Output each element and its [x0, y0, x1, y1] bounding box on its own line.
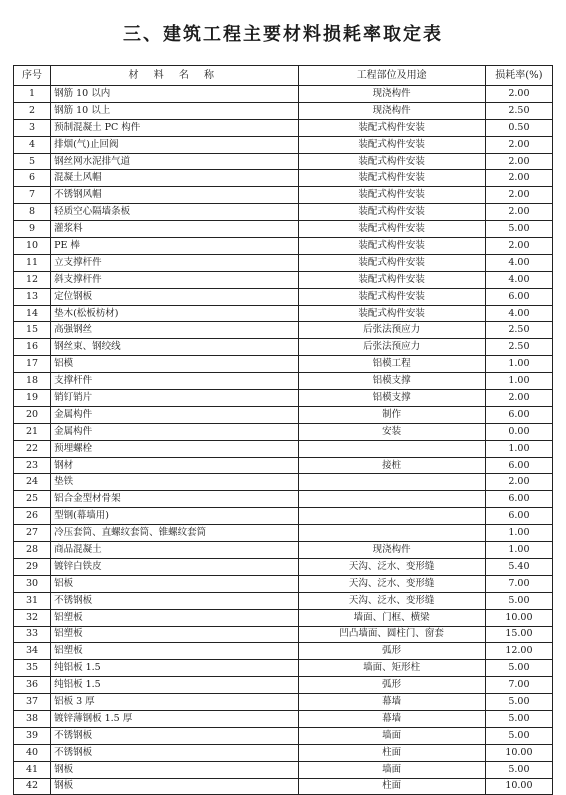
cell-rate: 12.00	[485, 643, 552, 660]
table-row	[14, 119, 553, 136]
header-no: 序号	[14, 66, 51, 86]
table-row	[14, 373, 553, 390]
cell-no: 15	[14, 322, 51, 339]
cell-rate: 2.00	[485, 170, 552, 187]
cell-no: 10	[14, 238, 51, 255]
cell-use: 装配式构件安装	[298, 170, 485, 187]
cell-name: 垫铁	[51, 474, 298, 491]
cell-no: 21	[14, 423, 51, 440]
table-row	[14, 677, 553, 694]
cell-rate: 2.00	[485, 474, 552, 491]
cell-rate: 1.00	[485, 356, 552, 373]
cell-name: 钢材	[51, 457, 298, 474]
cell-use	[298, 440, 485, 457]
cell-use: 现浇构件	[298, 542, 485, 559]
cell-no: 2	[14, 102, 51, 119]
table-row	[14, 609, 553, 626]
cell-no: 27	[14, 525, 51, 542]
cell-rate: 6.00	[485, 491, 552, 508]
cell-rate: 5.00	[485, 727, 552, 744]
cell-no: 36	[14, 677, 51, 694]
cell-use	[298, 525, 485, 542]
cell-use: 装配式构件安装	[298, 119, 485, 136]
cell-use: 装配式构件安装	[298, 187, 485, 204]
cell-no: 18	[14, 373, 51, 390]
cell-rate: 0.00	[485, 423, 552, 440]
cell-rate: 2.00	[485, 136, 552, 153]
cell-name: 冷压套筒、直螺纹套筒、锥螺纹套筒	[51, 525, 298, 542]
cell-no: 20	[14, 406, 51, 423]
cell-name: 商品混凝土	[51, 542, 298, 559]
cell-no: 24	[14, 474, 51, 491]
cell-rate: 1.00	[485, 373, 552, 390]
cell-name: 立支撑杆件	[51, 254, 298, 271]
cell-no: 7	[14, 187, 51, 204]
cell-rate: 2.00	[485, 86, 552, 103]
cell-no: 28	[14, 542, 51, 559]
cell-rate: 6.00	[485, 288, 552, 305]
cell-rate: 6.00	[485, 406, 552, 423]
table-row	[14, 508, 553, 525]
cell-name: 型钢(幕墙用)	[51, 508, 298, 525]
cell-use: 后张法预应力	[298, 322, 485, 339]
cell-rate: 2.00	[485, 204, 552, 221]
cell-name: 混凝土风帽	[51, 170, 298, 187]
cell-use: 现浇构件	[298, 86, 485, 103]
cell-use: 装配式构件安装	[298, 271, 485, 288]
cell-rate: 10.00	[485, 778, 552, 795]
header-rate: 损耗率(%)	[485, 66, 552, 86]
cell-use: 现浇构件	[298, 102, 485, 119]
table-row	[14, 525, 553, 542]
table-row	[14, 727, 553, 744]
cell-name: 预制混凝土 PC 构件	[51, 119, 298, 136]
table-row	[14, 271, 553, 288]
cell-no: 19	[14, 390, 51, 407]
cell-no: 37	[14, 694, 51, 711]
cell-use: 柱面	[298, 778, 485, 795]
cell-no: 32	[14, 609, 51, 626]
cell-use: 装配式构件安装	[298, 221, 485, 238]
table-row	[14, 423, 553, 440]
cell-use: 铝模工程	[298, 356, 485, 373]
table-row	[14, 592, 553, 609]
table-row	[14, 542, 553, 559]
cell-name: 轻质空心隔墙条板	[51, 204, 298, 221]
cell-name: 不锈钢风帽	[51, 187, 298, 204]
cell-rate: 4.00	[485, 271, 552, 288]
cell-rate: 1.00	[485, 440, 552, 457]
cell-use: 装配式构件安装	[298, 288, 485, 305]
cell-no: 9	[14, 221, 51, 238]
cell-use: 柱面	[298, 744, 485, 761]
cell-name: 高强钢丝	[51, 322, 298, 339]
cell-name: 销钉销片	[51, 390, 298, 407]
table-row	[14, 254, 553, 271]
cell-rate: 6.00	[485, 457, 552, 474]
table-row	[14, 102, 553, 119]
cell-name: 金属构件	[51, 406, 298, 423]
cell-use: 天沟、泛水、变形缝	[298, 558, 485, 575]
table-row	[14, 153, 553, 170]
cell-name: 斜支撑杆件	[51, 271, 298, 288]
cell-use: 装配式构件安装	[298, 305, 485, 322]
header-use: 工程部位及用途	[298, 66, 485, 86]
table-row	[14, 221, 553, 238]
cell-no: 4	[14, 136, 51, 153]
table-row	[14, 474, 553, 491]
cell-name: 排烟(气)止回阀	[51, 136, 298, 153]
cell-rate: 2.50	[485, 322, 552, 339]
cell-name: 不锈钢板	[51, 727, 298, 744]
table-row	[14, 322, 553, 339]
cell-no: 26	[14, 508, 51, 525]
cell-name: 钢丝网水泥排气道	[51, 153, 298, 170]
table-row	[14, 390, 553, 407]
cell-rate: 2.00	[485, 153, 552, 170]
table-row	[14, 761, 553, 778]
cell-name: 镀锌白铁皮	[51, 558, 298, 575]
cell-no: 11	[14, 254, 51, 271]
cell-no: 22	[14, 440, 51, 457]
cell-no: 31	[14, 592, 51, 609]
cell-no: 3	[14, 119, 51, 136]
cell-rate: 2.00	[485, 390, 552, 407]
cell-use: 弧形	[298, 677, 485, 694]
cell-use: 装配式构件安装	[298, 153, 485, 170]
cell-name: 不锈钢板	[51, 592, 298, 609]
cell-no: 16	[14, 339, 51, 356]
cell-use: 墙面、矩形柱	[298, 660, 485, 677]
table-row	[14, 744, 553, 761]
cell-no: 25	[14, 491, 51, 508]
table-row	[14, 305, 553, 322]
cell-name: 铝塑板	[51, 643, 298, 660]
table-row	[14, 575, 553, 592]
cell-name: 纯铝板 1.5	[51, 677, 298, 694]
cell-use: 墙面	[298, 727, 485, 744]
cell-rate: 1.00	[485, 542, 552, 559]
table-row	[14, 356, 553, 373]
cell-use	[298, 508, 485, 525]
cell-use: 凹凸墙面、圆柱门、窗套	[298, 626, 485, 643]
cell-rate: 5.00	[485, 221, 552, 238]
cell-no: 1	[14, 86, 51, 103]
cell-name: 铝模	[51, 356, 298, 373]
cell-name: 灌浆料	[51, 221, 298, 238]
cell-no: 38	[14, 710, 51, 727]
cell-rate: 1.00	[485, 525, 552, 542]
table-row	[14, 406, 553, 423]
cell-rate: 0.50	[485, 119, 552, 136]
cell-rate: 7.00	[485, 677, 552, 694]
cell-name: 铝塑板	[51, 626, 298, 643]
cell-no: 14	[14, 305, 51, 322]
cell-no: 40	[14, 744, 51, 761]
cell-rate: 4.00	[485, 254, 552, 271]
cell-use: 接桩	[298, 457, 485, 474]
header-name: 材 料 名 称	[51, 66, 298, 86]
cell-rate: 2.00	[485, 187, 552, 204]
cell-name: 钢丝束、钢绞线	[51, 339, 298, 356]
cell-rate: 5.00	[485, 694, 552, 711]
cell-use: 天沟、泛水、变形缝	[298, 575, 485, 592]
cell-no: 17	[14, 356, 51, 373]
cell-use: 幕墙	[298, 694, 485, 711]
cell-no: 29	[14, 558, 51, 575]
cell-name: 垫木(松板枋材)	[51, 305, 298, 322]
table-row	[14, 339, 553, 356]
table-header-row	[14, 66, 553, 86]
cell-use: 弧形	[298, 643, 485, 660]
cell-name: 支撑杆件	[51, 373, 298, 390]
cell-name: 预埋螺栓	[51, 440, 298, 457]
table-row	[14, 491, 553, 508]
table-row	[14, 694, 553, 711]
table-row	[14, 136, 553, 153]
cell-rate: 4.00	[485, 305, 552, 322]
cell-rate: 5.00	[485, 761, 552, 778]
cell-use: 装配式构件安装	[298, 136, 485, 153]
cell-name: 钢板	[51, 778, 298, 795]
cell-name: 铝合金型材骨架	[51, 491, 298, 508]
cell-use: 安装	[298, 423, 485, 440]
cell-no: 34	[14, 643, 51, 660]
table-row	[14, 778, 553, 795]
table-row	[14, 187, 553, 204]
cell-no: 41	[14, 761, 51, 778]
cell-rate: 10.00	[485, 744, 552, 761]
cell-rate: 5.00	[485, 592, 552, 609]
cell-use: 铝模支撑	[298, 390, 485, 407]
cell-use: 墙面	[298, 761, 485, 778]
cell-name: 钢板	[51, 761, 298, 778]
table-row	[14, 288, 553, 305]
cell-use: 装配式构件安装	[298, 254, 485, 271]
cell-use: 墙面、门框、横梁	[298, 609, 485, 626]
cell-use: 天沟、泛水、变形缝	[298, 592, 485, 609]
cell-name: PE 棒	[51, 238, 298, 255]
cell-use: 后张法预应力	[298, 339, 485, 356]
cell-use: 制作	[298, 406, 485, 423]
cell-no: 23	[14, 457, 51, 474]
cell-rate: 7.00	[485, 575, 552, 592]
cell-rate: 2.50	[485, 339, 552, 356]
cell-rate: 15.00	[485, 626, 552, 643]
cell-name: 钢筋 10 以上	[51, 102, 298, 119]
cell-no: 30	[14, 575, 51, 592]
cell-use	[298, 474, 485, 491]
cell-name: 镀锌薄钢板 1.5 厚	[51, 710, 298, 727]
cell-name: 铝塑板	[51, 609, 298, 626]
cell-rate: 5.00	[485, 710, 552, 727]
cell-use: 铝模支撑	[298, 373, 485, 390]
table-row	[14, 710, 553, 727]
cell-name: 纯铝板 1.5	[51, 660, 298, 677]
cell-name: 不锈钢板	[51, 744, 298, 761]
cell-use: 装配式构件安装	[298, 204, 485, 221]
table-body	[14, 86, 553, 795]
cell-no: 8	[14, 204, 51, 221]
cell-no: 13	[14, 288, 51, 305]
cell-rate: 10.00	[485, 609, 552, 626]
table-row	[14, 440, 553, 457]
cell-no: 42	[14, 778, 51, 795]
cell-rate: 5.40	[485, 558, 552, 575]
cell-name: 金属构件	[51, 423, 298, 440]
cell-no: 39	[14, 727, 51, 744]
cell-name: 铝板 3 厚	[51, 694, 298, 711]
table-row	[14, 204, 553, 221]
cell-use	[298, 491, 485, 508]
page-title: 三、建筑工程主要材料损耗率取定表	[123, 24, 443, 45]
cell-no: 6	[14, 170, 51, 187]
cell-no: 33	[14, 626, 51, 643]
cell-no: 5	[14, 153, 51, 170]
cell-rate: 6.00	[485, 508, 552, 525]
cell-name: 钢筋 10 以内	[51, 86, 298, 103]
cell-name: 铝板	[51, 575, 298, 592]
cell-name: 定位钢板	[51, 288, 298, 305]
table-row	[14, 457, 553, 474]
table-row	[14, 660, 553, 677]
cell-rate: 5.00	[485, 660, 552, 677]
table-row	[14, 238, 553, 255]
material-loss-table	[13, 65, 553, 795]
cell-no: 35	[14, 660, 51, 677]
cell-use: 幕墙	[298, 710, 485, 727]
cell-rate: 2.50	[485, 102, 552, 119]
table-row	[14, 626, 553, 643]
table-row	[14, 170, 553, 187]
table-row	[14, 643, 553, 660]
table-row	[14, 86, 553, 103]
cell-use: 装配式构件安装	[298, 238, 485, 255]
cell-no: 12	[14, 271, 51, 288]
cell-rate: 2.00	[485, 238, 552, 255]
table-row	[14, 558, 553, 575]
